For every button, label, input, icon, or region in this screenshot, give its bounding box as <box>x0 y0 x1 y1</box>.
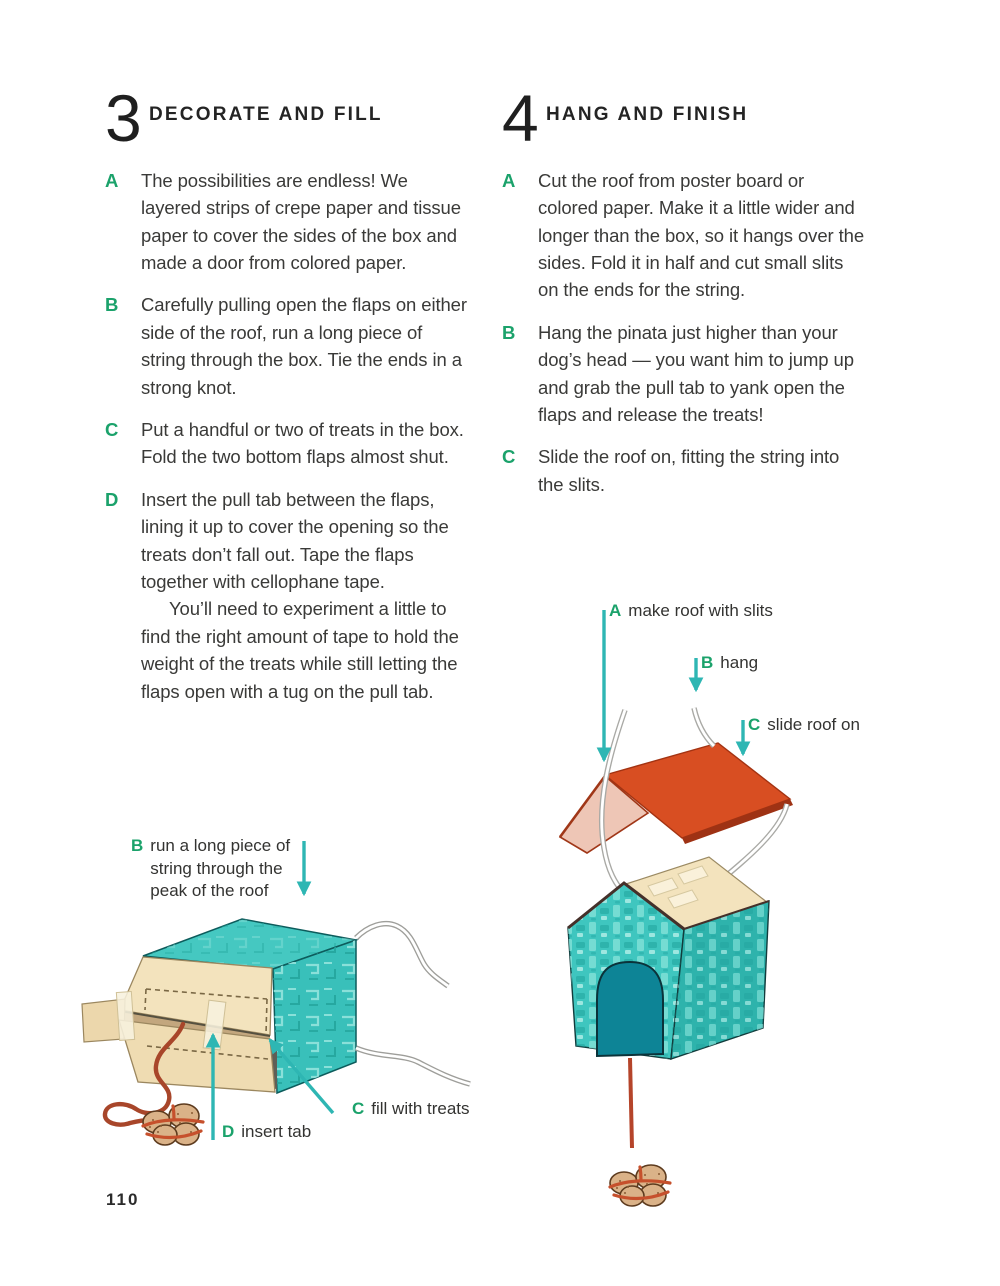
step-a <box>105 167 467 277</box>
step-a <box>502 167 866 304</box>
step-text: Hang the pinata just higher than your dog’s head — you want him to jump up and grab the pull tab to yank open the flaps and release the treats! <box>538 321 854 425</box>
step-text <box>141 486 467 705</box>
step-paragraph: Insert the pull tab between the flaps, lining it up to cover the opening so the treats don’t fall out. Tape the flaps together with cellophane tape. <box>141 488 449 592</box>
step-letter: C <box>502 446 516 468</box>
step-letter: C <box>105 418 119 440</box>
step-text: Slide the roof on, fitting the string into the slits. <box>538 446 840 495</box>
step-text: Carefully pulling open the flaps on either side of the roof, run a long piece of string through the box. Tie the ends in a strong knot. <box>141 294 467 398</box>
dog-house <box>568 857 769 1059</box>
step-c <box>502 443 866 498</box>
section-title: DECORATE AND FILL <box>149 104 383 125</box>
step-letter: B <box>105 294 119 316</box>
step-letter: B <box>502 321 516 343</box>
figure-annotation-hang <box>701 652 758 675</box>
step-b <box>105 291 467 401</box>
section-header <box>105 81 467 155</box>
string <box>356 924 470 1084</box>
pull-cord <box>630 1058 632 1148</box>
step-c <box>105 416 467 471</box>
section-header <box>502 81 866 155</box>
door <box>597 962 663 1056</box>
step-d <box>105 486 467 705</box>
annotation-text: make roof with slits <box>628 601 773 620</box>
figure-annotation-slide <box>748 714 860 737</box>
step-text: The possibilities are endless! We layered strips of crepe paper and tissue paper to cover the sides of the box and made a door from colored paper. <box>141 169 461 273</box>
annotation-arrows <box>604 610 743 760</box>
section-decorate-and-fill <box>105 81 467 720</box>
figure-annotation-insert <box>222 1121 311 1144</box>
annotation-text: run a long piece of string through the peak of the roof <box>150 836 291 900</box>
step-letter: D <box>105 488 119 510</box>
annotation-letter: C <box>748 715 761 734</box>
annotation-letter: C <box>352 1099 365 1118</box>
dog-house-pinata-illustration <box>540 598 970 1238</box>
annotation-text: hang <box>720 653 759 672</box>
pinata-box <box>82 919 356 1093</box>
step-b <box>502 319 866 429</box>
annotation-text: insert tab <box>241 1122 312 1141</box>
treats <box>610 1165 670 1206</box>
step-text: Cut the roof from poster board or colored paper. Make it a little wider and longer than the box, so it hangs over the sides. Fold it in half and cut small slits on the ends for the string. <box>538 169 865 301</box>
step-paragraph: You’ll need to experiment a little to find the right amount of tape to hold the weight of the treats while still letting the flaps open with a tug on the pull tab. <box>141 598 459 702</box>
step-letter: A <box>105 169 119 191</box>
annotation-letter: B <box>701 653 714 672</box>
annotation-letter: A <box>609 601 622 620</box>
annotation-text: fill with treats <box>371 1099 470 1118</box>
step-text: Put a handful or two of treats in the box. Fold the two bottom flaps almost shut. <box>141 418 464 468</box>
page-number: 110 <box>106 1190 140 1209</box>
figure-annotation-roof <box>609 600 773 623</box>
section-hang-and-finish <box>502 81 866 513</box>
annotation-letter: D <box>222 1122 235 1141</box>
figure-annotation-fill <box>352 1098 470 1121</box>
annotation-letter: B <box>131 836 144 855</box>
roof <box>560 743 793 853</box>
step-letter: A <box>502 169 516 191</box>
figure-annotation-string <box>131 835 296 903</box>
annotation-text: slide roof on <box>767 715 860 734</box>
section-title: HANG AND FINISH <box>546 104 749 125</box>
treats <box>143 1104 203 1145</box>
section-number: 4 <box>502 81 537 155</box>
section-number: 3 <box>105 81 140 155</box>
